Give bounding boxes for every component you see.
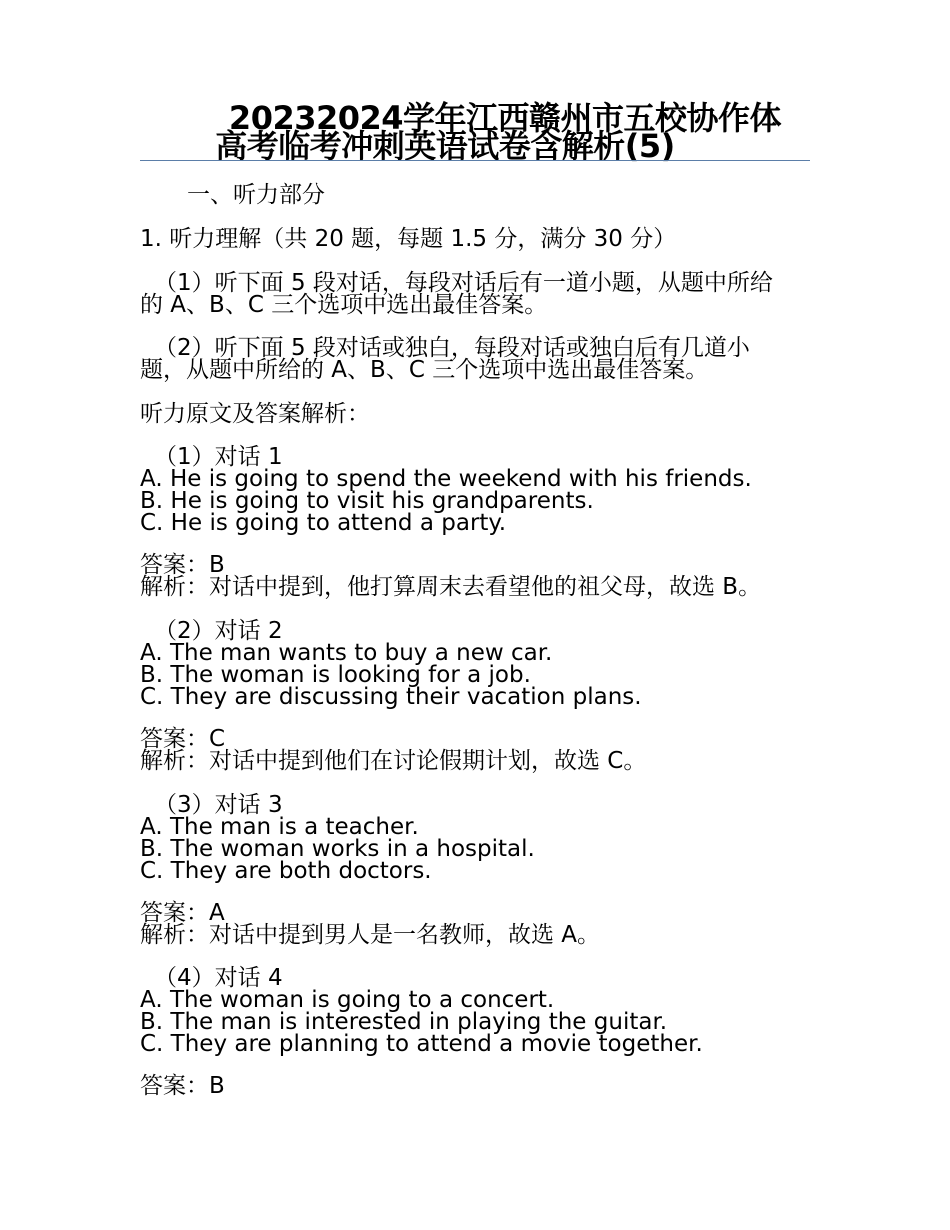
analysis-text: 解析：对话中提到，他打算周末去看望他的祖父母，故选 B。 [140, 574, 762, 600]
instruction-2-line-1: （2）听下面 5 段对话或独白，每段对话或独白后有几道小 [154, 335, 750, 361]
option-a: A. The woman is going to a concert. [140, 987, 555, 1013]
part-heading: 1. 听力理解（共 20 题，每题 1.5 分，满分 30 分） [140, 226, 677, 252]
dialogue-1-answer [140, 554, 820, 598]
dialogue-2 [140, 620, 820, 708]
dialogue-1 [140, 446, 820, 534]
option-c: C. They are both doctors. [140, 858, 432, 884]
answer-text: 答案：C [140, 726, 226, 752]
answer-text: 答案：A [140, 900, 225, 926]
instruction-2 [140, 337, 820, 381]
option-c: C. They are discussing their vacation plans. [140, 684, 642, 710]
dialogue-4-answer [140, 1075, 820, 1097]
transcript-heading: 听力原文及答案解析： [140, 401, 370, 427]
document-title [140, 99, 810, 165]
analysis-text: 解析：对话中提到男人是一名教师，故选 A。 [140, 922, 601, 948]
dialogue-label: （3）对话 3 [154, 792, 283, 818]
title-underline-rule [140, 160, 810, 161]
option-b: B. The woman is looking for a job. [140, 662, 531, 688]
analysis-text: 解析：对话中提到他们在讨论假期计划，故选 C。 [140, 748, 647, 774]
dialogue-2-answer [140, 728, 820, 772]
instruction-1-line-1: （1）听下面 5 段对话，每段对话后有一道小题，从题中所给 [154, 270, 773, 296]
option-a: A. He is going to spend the weekend with his friends. [140, 466, 752, 492]
option-b: B. He is going to visit his grandparents. [140, 488, 594, 514]
dialogue-label: （4）对话 4 [154, 965, 283, 991]
section-heading: 一、听力部分 [187, 182, 325, 208]
dialogue-3 [140, 794, 820, 882]
option-c: C. He is going to attend a party. [140, 510, 507, 536]
answer-text: 答案：B [140, 1073, 225, 1099]
instruction-1 [140, 272, 820, 316]
title-line-1: 20232024学年江西赣州市五校协作体 [228, 99, 782, 137]
instruction-1-line-2: 的 A、B、C 三个选项中选出最佳答案。 [140, 292, 548, 318]
option-a: A. The man is a teacher. [140, 814, 419, 840]
option-c: C. They are planning to attend a movie together. [140, 1031, 703, 1057]
dialogue-label: （1）对话 1 [154, 444, 283, 470]
dialogue-label: （2）对话 2 [154, 618, 283, 644]
answer-text: 答案：B [140, 552, 225, 578]
option-b: B. The woman works in a hospital. [140, 836, 535, 862]
dialogue-4 [140, 967, 820, 1055]
dialogue-3-answer [140, 902, 820, 946]
instruction-2-line-2: 题，从题中所给的 A、B、C 三个选项中选出最佳答案。 [140, 357, 709, 383]
option-a: A. The man wants to buy a new car. [140, 640, 553, 666]
title-line-2: 高考临考冲刺英语试卷含解析(5) [215, 127, 675, 165]
option-b: B. The man is interested in playing the guitar. [140, 1009, 668, 1035]
